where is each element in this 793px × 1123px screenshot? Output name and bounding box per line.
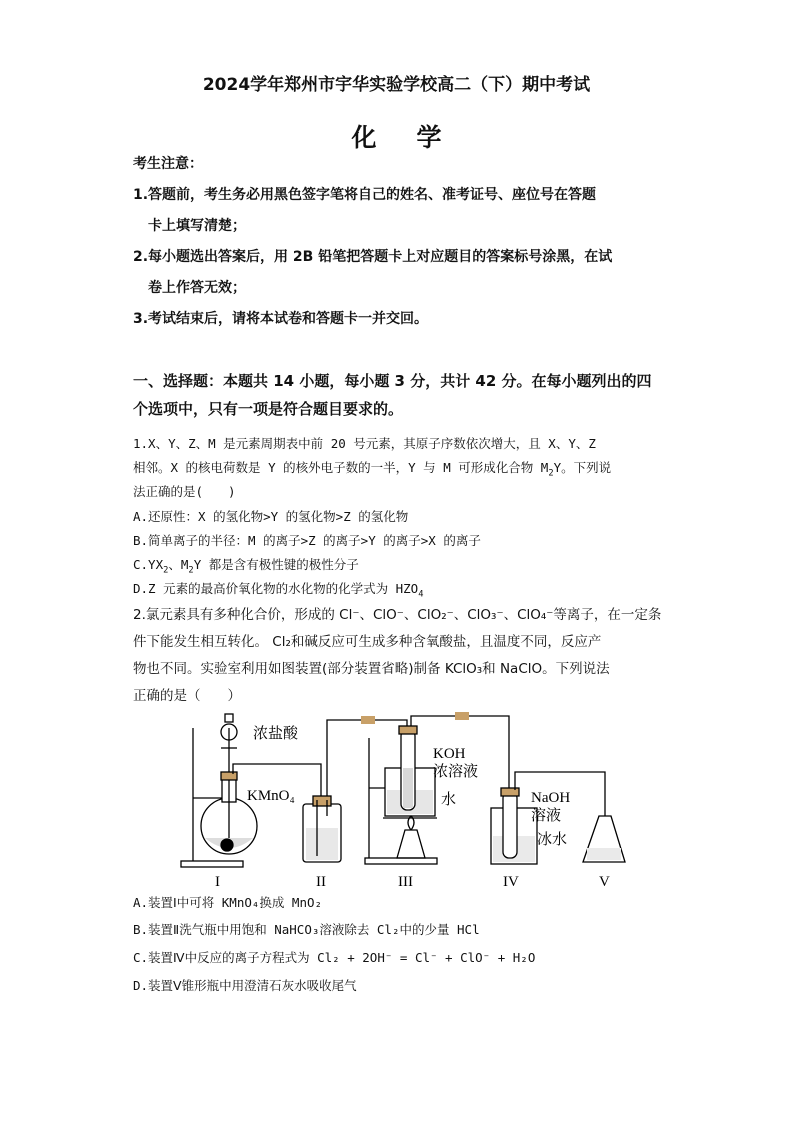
notice-heading: 考生注意： xyxy=(133,156,203,172)
exam-title: 2024学年郑州市宇华实验学校高二（下）期中考试 xyxy=(202,75,591,95)
label-naoh-solution: 溶液 xyxy=(531,808,562,824)
q1-option-b: B.简单离子的半径：M 的离子>Z 的离子>Y 的离子>X 的离子 xyxy=(133,533,481,548)
apparatus-diagram xyxy=(175,708,635,893)
notice-item-1-line-1: 1.答题前，考生务必用黑色签字笔将自己的姓名、准考证号、座位号在答题 xyxy=(133,187,597,203)
q2-stem-line-1: 2.氯元素具有多种化合价，形成的 Cl⁻、ClO⁻、ClO₂⁻、ClO₃⁻、ClO₄⁻等离子，在一定条 xyxy=(133,607,662,623)
label-koh: KOH xyxy=(433,746,466,762)
q1-option-c: $C.YX_2$、$M_2Y$ 都是含有极性键的极性分子 xyxy=(133,557,359,576)
q2-option-c: C.装置Ⅳ中反应的离子方程式为 Cl₂ + 2OH⁻ = Cl⁻ + ClO⁻ + H₂O xyxy=(133,950,536,965)
q2-option-b: B.装置Ⅱ洗气瓶中用饱和 NaHCO₃溶液除去 Cl₂中的少量 HCl xyxy=(133,922,480,937)
q2-stem-line-3: 物也不同。实验室利用如图装置(部分装置省略)制备 KClO₃和 NaClO。下列说法 xyxy=(133,661,610,677)
label-unit-2: II xyxy=(316,874,326,890)
label-koh-solution: 浓溶液 xyxy=(433,764,479,780)
label-unit-1: I xyxy=(215,874,220,890)
notice-item-2-line-1: 2.每小题选出答案后，用 2B 铅笔把答题卡上对应题目的答案标号涂黑，在试 xyxy=(133,249,613,265)
notice-item-3: 3.考试结束后，请将本试卷和答题卡一并交回。 xyxy=(133,311,429,327)
label-kmno4: KMnO₄ xyxy=(247,788,295,804)
q1-option-a: A.还原性：X 的氢化物>Y 的氢化物>Z 的氢化物 xyxy=(133,509,409,524)
q1-stem-line-3: 法正确的是( ) xyxy=(133,484,236,499)
q2-option-d: D.装置Ⅴ锥形瓶中用澄清石灰水吸收尾气 xyxy=(133,978,357,993)
section-heading-line-2: 个选项中，只有一项是符合题目要求的。 xyxy=(133,400,404,418)
notice-item-1-line-2: 卡上填写清楚； xyxy=(148,218,246,234)
q2-option-a: A.装置Ⅰ中可将 KMnO₄换成 MnO₂ xyxy=(133,895,323,910)
label-water: 水 xyxy=(441,792,457,808)
label-unit-5: V xyxy=(599,874,610,890)
subject-title: 化学 xyxy=(351,123,482,152)
q1-option-d: D.Z 元素的最高价氧化物的水化物的化学式为 $HZO_4$ xyxy=(133,581,424,600)
q1-stem-line-2: 相邻。X 的核电荷数是 Y 的核外电子数的一半，Y 与 M 可形成化合物 $M_2Y$。下列说 xyxy=(133,460,612,479)
q2-stem-line-4: 正确的是（ ） xyxy=(133,688,241,704)
label-concentrated-hcl: 浓盐酸 xyxy=(253,726,299,742)
label-ice-water: 冰水 xyxy=(537,832,568,848)
q1-stem-line-1: 1.X、Y、Z、M 是元素周期表中前 20 号元素，其原子序数依次增大，且 X、Y、Z xyxy=(133,436,596,451)
notice-item-2-line-2: 卷上作答无效； xyxy=(148,280,246,296)
section-heading-line-1: 一、选择题：本题共 14 小题，每小题 3 分，共计 42 分。在每小题列出的四 xyxy=(133,372,652,390)
label-naoh: NaOH xyxy=(531,790,571,806)
label-unit-3: III xyxy=(398,874,413,890)
q2-stem-line-2: 件下能发生相互转化。 Cl₂和碱反应可生成多种含氧酸盐，且温度不同，反应产 xyxy=(133,634,602,650)
label-unit-4: IV xyxy=(503,874,519,890)
